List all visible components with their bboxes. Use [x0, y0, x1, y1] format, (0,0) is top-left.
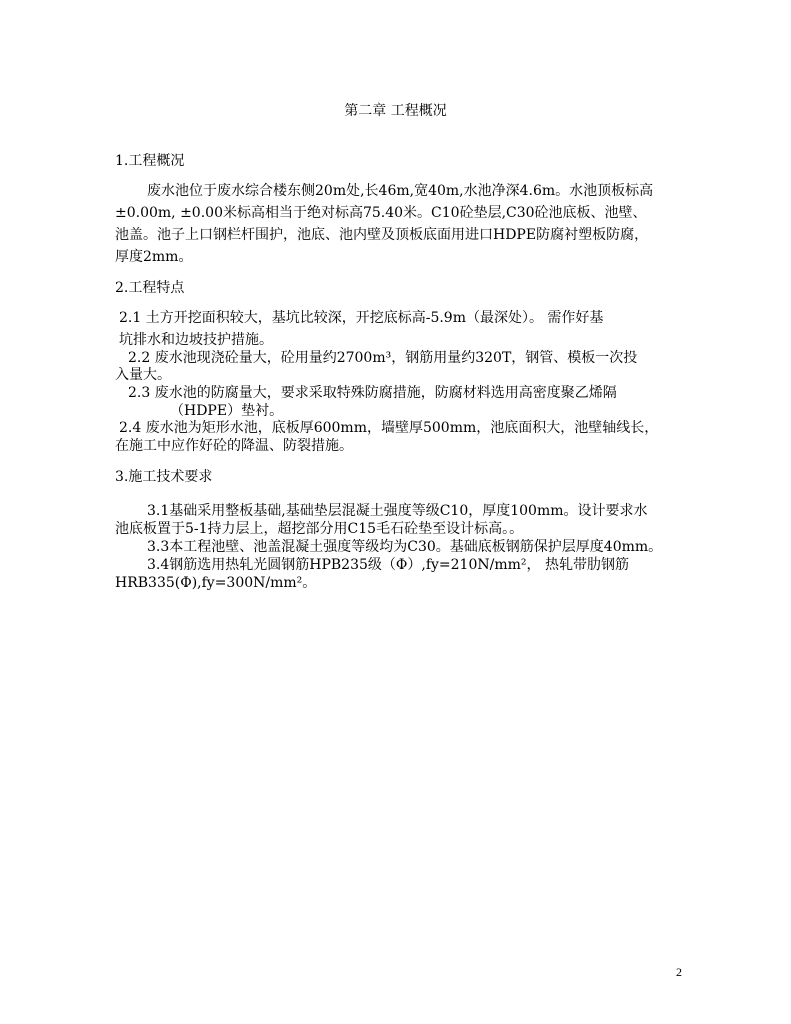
section2-line-3: 2.2 废水池现浇砼量大，砼用量约2700m³，钢筋用量约320T，钢管、模板一次投: [128, 350, 638, 366]
section2-line-4: 入量大。: [115, 367, 171, 383]
section3-line-3: 3.3本工程池壁、池盖混凝土强度等级均为C30。基础底板钢筋保护层厚度40mm。: [147, 539, 663, 555]
section2-line-6: （HDPE）垫衬。: [170, 403, 284, 419]
section2-line-7: 2.4 废水池为矩形水池，底板厚600mm，墙壁厚500mm，池底面积大，池壁轴线长，: [119, 420, 659, 436]
section1-line-3: 池盖。池子上口钢栏杆围护，池底、池内壁及顶板底面用进口HDPE防腐衬塑板防腐，: [115, 227, 649, 243]
section3-line-2: 池底板置于5-1持力层上，超挖部分用C15毛石砼垫至设计标高。。: [115, 521, 524, 537]
section3-line-5: HRB335(Φ),fy=300N/mm²。: [115, 575, 317, 591]
section-heading-3: 3.施工技术要求: [115, 469, 213, 485]
section3-line-1: 3.1基础采用整板基础,基础垫层混凝土强度等级C10，厚度100mm。设计要求水: [147, 503, 648, 519]
page-number: 2: [676, 965, 682, 979]
section1-line-2: ±0.00m, ±0.00米标高相当于绝对标高75.40米。C10砼垫层,C30砼池底板、池壁、: [115, 205, 647, 221]
section2-line-5: 2.3 废水池的防腐量大，要求采取特殊防腐措施，防腐材料选用高密度聚乙烯隔: [128, 385, 617, 401]
chapter-title: 第二章 工程概况: [344, 103, 447, 119]
section2-line-1: 2.1 土方开挖面积较大，基坑比较深，开挖底标高-5.9m（最深处）。 需作好基: [119, 310, 604, 326]
section-heading-2: 2.工程特点: [115, 280, 185, 296]
section1-line-1: 废水池位于废水综合楼东侧20m处,长46m,宽40m,水池净深4.6m。水池顶板标高: [147, 183, 654, 199]
section2-line-8: 在施工中应作好砼的降温、防裂措施。: [115, 438, 353, 454]
section1-line-4: 厚度2mm。: [115, 249, 193, 265]
section3-line-4: 3.4钢筋选用热轧光圆钢筋HPB235级（Φ）,fy=210N/mm²， 热轧带肋钢筋: [147, 557, 629, 573]
section-heading-1: 1.工程概况: [115, 153, 185, 169]
section2-line-2: 坑排水和边坡技护措施。: [119, 332, 273, 348]
